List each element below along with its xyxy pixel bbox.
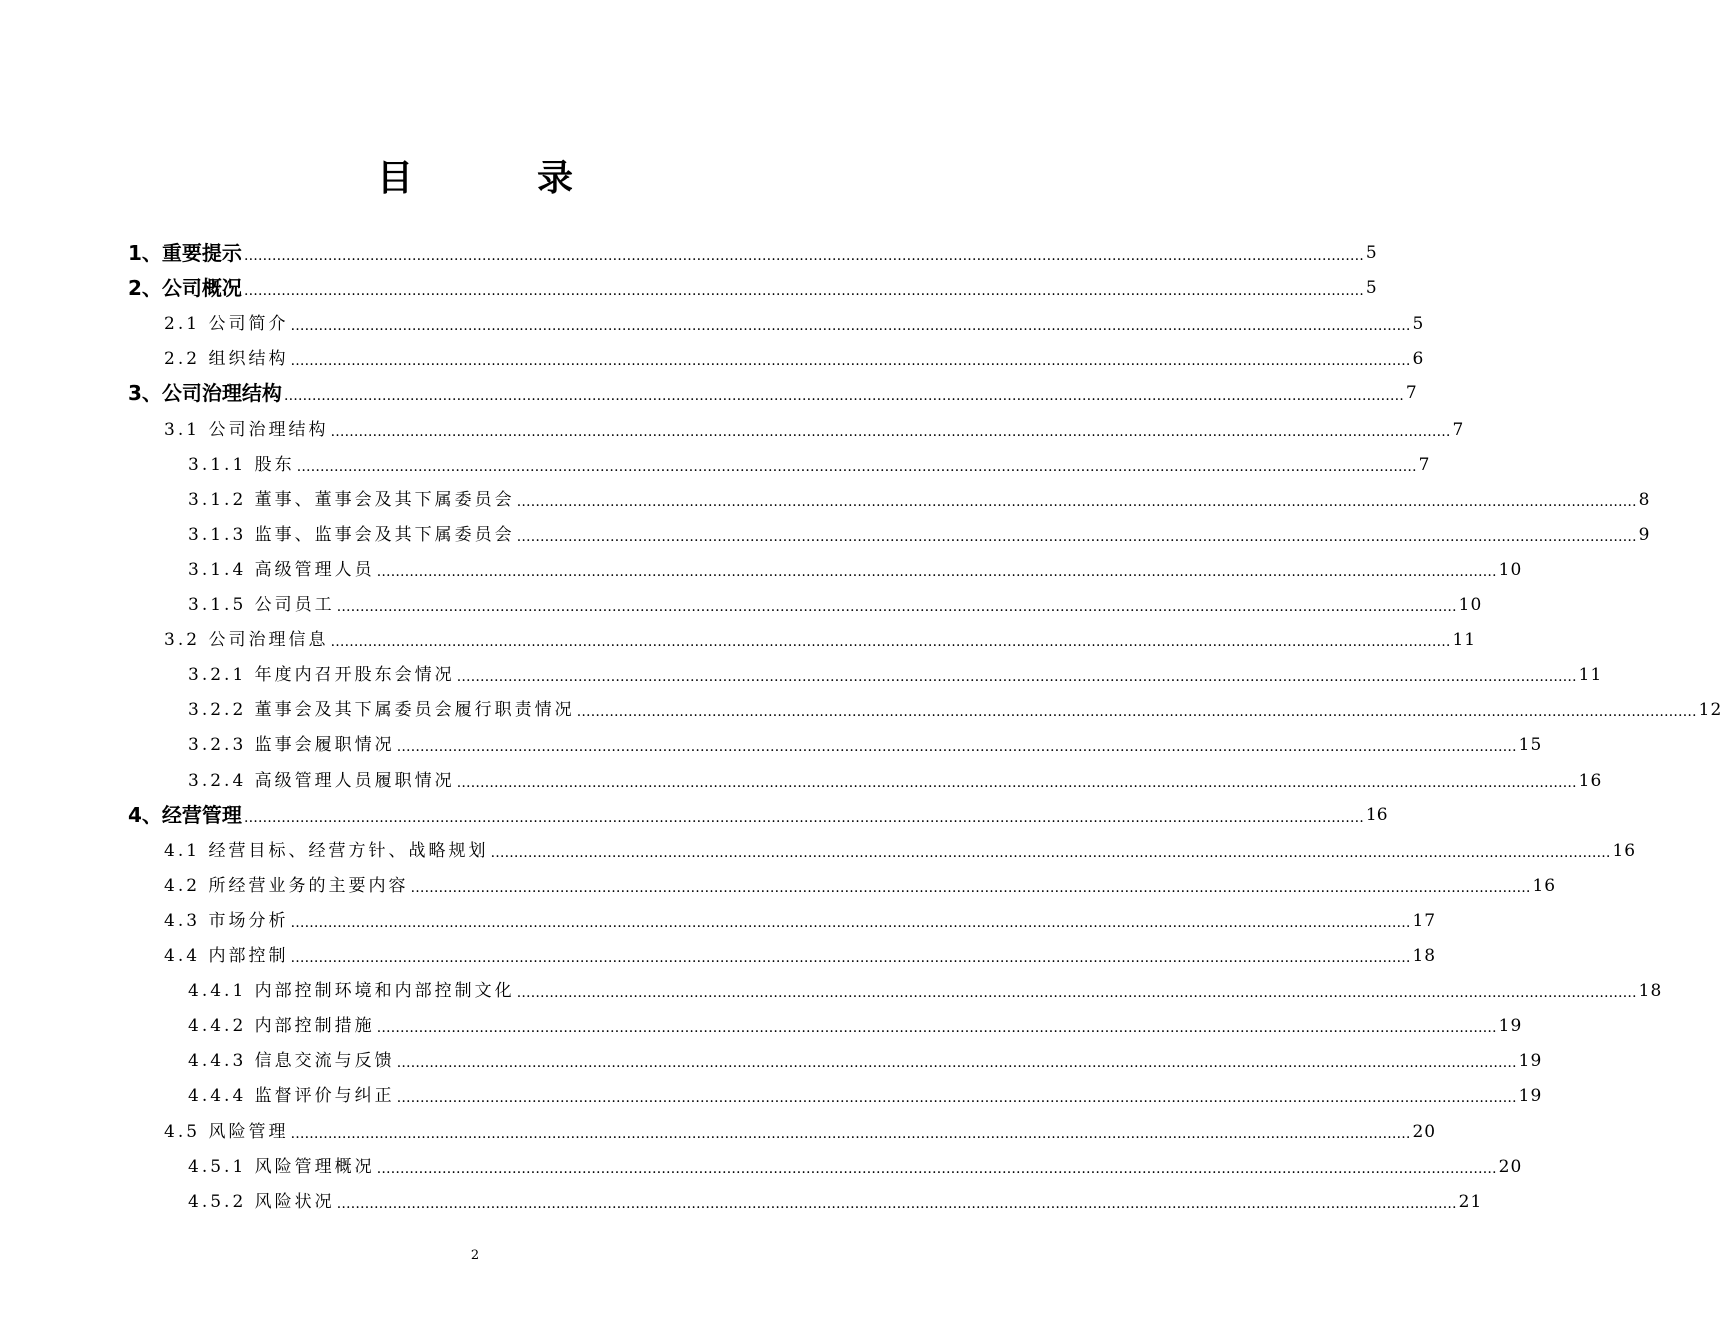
toc-leader-dots: …………………………………………………………………………………………………………………………………………………………………………………………………………………… [490,844,1611,861]
toc-entry-page: 19 [1518,1051,1543,1072]
toc-entry-page: 19 [1518,1086,1543,1107]
toc-leader-dots: …………………………………………………………………………………………………………………………………………………………………………………………………………………… [283,388,1404,405]
toc-entry-label: 3.2.1 年度内召开股东会情况 [188,665,455,686]
toc-entry[interactable] [188,723,1543,758]
toc-entry[interactable] [128,232,1377,267]
toc-entry[interactable] [164,934,1437,969]
toc-entry-page: 16 [1532,875,1557,896]
toc-entry[interactable] [164,1110,1437,1145]
toc-entry-label: 3、公司治理结构 [128,381,282,406]
toc-entry-label: 4.5 风险管理 [164,1121,289,1142]
toc-entry-page: 9 [1638,524,1651,545]
toc-entry[interactable] [188,1180,1483,1215]
toc-entry[interactable] [188,1004,1523,1039]
toc-entry-label: 4.4.3 信息交流与反馈 [188,1051,395,1072]
toc-entry-page: 10 [1498,559,1523,580]
toc-entry-page: 5 [1365,243,1377,263]
toc-entry-label: 3.1.5 公司员工 [188,595,335,615]
toc-leader-dots: …………………………………………………………………………………………………………………………………………………………………………………………………………………… [516,528,1637,545]
toc-entry[interactable] [164,618,1477,653]
toc-leader-dots: …………………………………………………………………………………………………………………………………………………………………………………………………………………… [376,1020,1497,1037]
toc-entry[interactable] [188,688,1722,723]
toc-leader-dots: …………………………………………………………………………………………………………………………………………………………………………………………………………………… [376,563,1497,580]
toc-entry-page: 17 [1412,910,1437,931]
toc-entry-label: 3.2.3 监事会履职情况 [188,735,395,756]
toc-leader-dots: …………………………………………………………………………………………………………………………………………………………………………………………………………………… [456,774,1577,791]
toc-entry-label: 4、经营管理 [128,802,242,827]
toc-entry-page: 19 [1498,1016,1523,1037]
toc-entry-label: 3.1.4 高级管理人员 [188,559,375,580]
toc-leader-dots: …………………………………………………………………………………………………………………………………………………………………………………………………………………… [296,458,1417,475]
toc-entry[interactable] [164,302,1425,337]
page-number: 2 [470,1248,480,1263]
toc-entry[interactable] [188,969,1663,1004]
toc-entry-page: 5 [1365,278,1377,299]
toc-entry-label: 3.1.1 股东 [188,454,295,475]
toc-leader-dots: …………………………………………………………………………………………………………………………………………………………………………………………………………………… [516,493,1637,510]
toc-entry-page: 20 [1498,1156,1523,1177]
toc-entry[interactable] [164,899,1437,934]
toc-entry-page: 6 [1412,349,1425,370]
toc-entry[interactable] [188,583,1483,618]
toc-entry-label: 2.2 组织结构 [164,349,289,370]
toc-entry-label: 1、重要提示 [128,241,242,265]
toc-entry-label: 4.2 所经营业务的主要内容 [164,875,409,896]
toc-leader-dots: …………………………………………………………………………………………………………………………………………………………………………………………………………………… [396,1090,1517,1107]
toc-entry-label: 4.5.2 风险状况 [188,1191,335,1212]
toc-entry[interactable] [188,478,1651,513]
toc-entry[interactable] [188,1039,1543,1074]
toc-leader-dots: …………………………………………………………………………………………………………………………………………………………………………………………………………………… [330,634,1451,651]
toc-entry-page: 20 [1412,1121,1437,1142]
toc-entry-label: 4.1 经营目标、经营方针、战略规划 [164,840,489,861]
toc-entry-label: 2、公司概况 [128,276,242,301]
toc-entry-page: 12 [1698,700,1722,721]
toc-entry[interactable] [188,759,1603,794]
toc-entry-label: 4.3 市场分析 [164,910,289,931]
toc-entry-page: 18 [1412,946,1437,966]
page-title: 目 录 [376,158,617,199]
toc-entry[interactable] [188,653,1603,688]
toc-entry-page: 21 [1458,1191,1483,1212]
toc-leader-dots: …………………………………………………………………………………………………………………………………………………………………………………………………………………… [456,669,1577,686]
toc-entry-page: 5 [1412,314,1425,335]
toc-entry[interactable] [128,794,1388,829]
toc-leader-dots: …………………………………………………………………………………………………………………………………………………………………………………………………………………… [576,704,1697,721]
toc-entry[interactable] [188,443,1431,478]
toc-entry-label: 4.4 内部控制 [164,946,289,966]
toc-entry-label: 3.2.4 高级管理人员履职情况 [188,770,455,791]
toc-entry-label: 3.1.3 监事、监事会及其下属委员会 [188,524,515,545]
toc-leader-dots: …………………………………………………………………………………………………………………………………………………………………………………………………………………… [290,950,1411,966]
toc-entry-label: 3.1.2 董事、董事会及其下属委员会 [188,489,515,510]
toc-entry-page: 11 [1578,665,1603,686]
toc-entry-page: 18 [1638,981,1663,1002]
toc-entry[interactable] [164,408,1465,443]
toc-leader-dots: …………………………………………………………………………………………………………………………………………………………………………………………………………………… [290,914,1411,931]
toc-leader-dots: …………………………………………………………………………………………………………………………………………………………………………………………………………………… [336,1195,1457,1212]
toc-entry[interactable] [188,1074,1543,1109]
toc-entry-label: 4.4.4 监督评价与纠正 [188,1086,395,1107]
toc-entry-label: 4.4.1 内部控制环境和内部控制文化 [188,981,515,1002]
toc-entry-label: 3.2.2 董事会及其下属委员会履行职责情况 [188,700,575,721]
toc-entry[interactable] [164,829,1637,864]
toc-leader-dots: …………………………………………………………………………………………………………………………………………………………………………………………………………………… [290,1125,1411,1142]
toc-entry-label: 4.4.2 内部控制措施 [188,1016,375,1037]
toc-leader-dots: …………………………………………………………………………………………………………………………………………………………………………………………………………………… [290,353,1411,370]
toc-entry[interactable] [164,337,1425,372]
toc-leader-dots: …………………………………………………………………………………………………………………………………………………………………………………………………………………… [376,1160,1497,1177]
toc-entry[interactable] [188,548,1523,583]
toc-leader-dots: …………………………………………………………………………………………………………………………………………………………………………………………………………………… [336,599,1457,615]
toc-entry[interactable] [188,1145,1523,1180]
toc-entry-page: 7 [1452,419,1465,440]
toc-entry-page: 8 [1638,489,1651,510]
toc-entry-label: 3.1 公司治理结构 [164,419,329,440]
toc-entry-page: 16 [1365,804,1388,825]
toc-leader-dots: …………………………………………………………………………………………………………………………………………………………………………………………………………………… [396,739,1517,756]
toc-entry[interactable] [128,267,1377,302]
toc-entry-page: 7 [1405,383,1417,404]
toc-entry-page: 7 [1418,454,1431,475]
toc-entry[interactable] [188,513,1651,548]
toc-leader-dots: …………………………………………………………………………………………………………………………………………………………………………………………………………………… [243,809,1364,826]
toc-entry-page: 10 [1458,595,1483,615]
toc-leader-dots: …………………………………………………………………………………………………………………………………………………………………………………………………………………… [243,248,1364,264]
toc-leader-dots: …………………………………………………………………………………………………………………………………………………………………………………………………………………… [243,283,1364,300]
toc-leader-dots: …………………………………………………………………………………………………………………………………………………………………………………………………………………… [516,985,1637,1002]
toc-entry-label: 4.5.1 风险管理概况 [188,1156,375,1177]
toc-entry[interactable] [128,372,1417,407]
toc-entry-page: 15 [1518,735,1543,756]
toc-entry[interactable] [164,864,1557,899]
toc-leader-dots: …………………………………………………………………………………………………………………………………………………………………………………………………………………… [396,1055,1517,1072]
toc-entry-page: 11 [1452,630,1477,651]
toc-entry-label: 3.2 公司治理信息 [164,630,329,651]
toc-leader-dots: …………………………………………………………………………………………………………………………………………………………………………………………………………………… [330,423,1451,440]
toc-entry-page: 16 [1578,770,1603,791]
toc-leader-dots: …………………………………………………………………………………………………………………………………………………………………………………………………………………… [290,318,1411,335]
toc-leader-dots: …………………………………………………………………………………………………………………………………………………………………………………………………………………… [410,879,1531,896]
toc-entry-label: 2.1 公司简介 [164,314,289,335]
toc-entry-page: 16 [1612,840,1637,861]
